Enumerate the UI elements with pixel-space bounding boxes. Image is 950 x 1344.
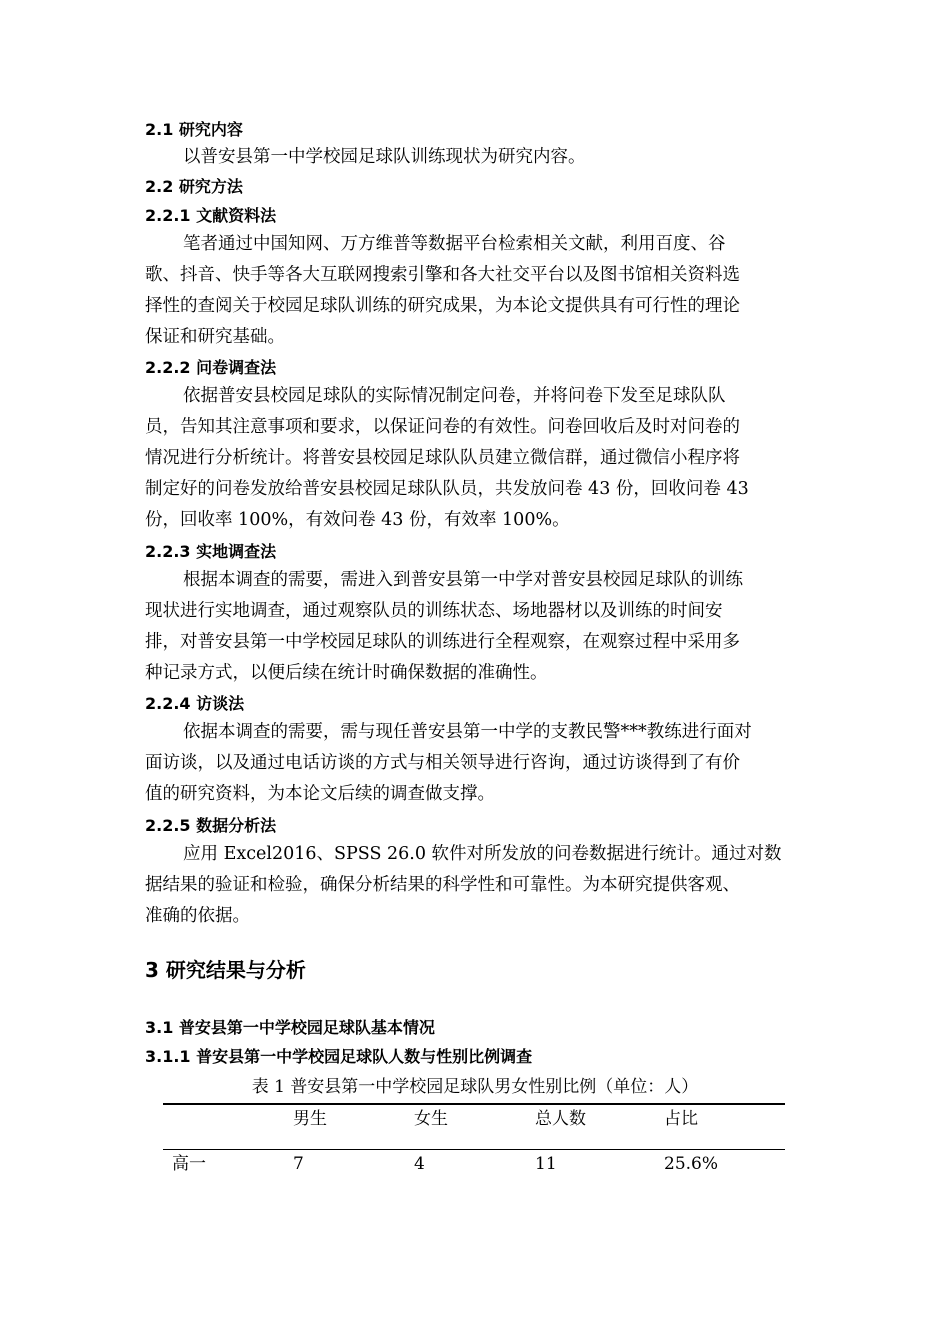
column-header-total: 总人数	[535, 1109, 586, 1129]
column-header-female: 女生	[414, 1109, 448, 1129]
table-caption: 表 1 普安县第一中学校园足球队男女性别比例（单位：人）	[251, 1077, 699, 1097]
row-label: 高一	[172, 1154, 206, 1174]
text-line: 应用 Excel2016、SPSS 26.0 软件对所发放的问卷数据进行统计。通过对数	[183, 844, 782, 864]
section-heading-2-2-3: 2.2.3 实地调查法	[145, 542, 277, 561]
text-line: 现状进行实地调查，通过观察队员的训练状态、场地器材以及训练的时间安	[145, 601, 723, 621]
text-line: 面访谈，以及通过电话访谈的方式与相关领导进行咨询，通过访谈得到了有价	[145, 753, 740, 773]
section-heading-2-2-5: 2.2.5 数据分析法	[145, 816, 277, 835]
section-heading-2-2-4: 2.2.4 访谈法	[145, 694, 245, 713]
table-top-rule	[163, 1103, 785, 1105]
paragraph-2-2-2	[145, 381, 805, 536]
text-line: 笔者通过中国知网、万方维普等数据平台检索相关文献，利用百度、谷	[183, 234, 726, 254]
text-line: 值的研究资料，为本论文后续的调查做支撑。	[145, 784, 495, 804]
text-line: 据结果的验证和检验，确保分析结果的科学性和可靠性。为本研究提供客观、	[145, 875, 740, 895]
table-header-rule	[163, 1149, 785, 1150]
column-header-male: 男生	[293, 1109, 327, 1129]
paragraph-2-2-1	[145, 229, 805, 353]
cell-female: 4	[414, 1154, 425, 1174]
text-line: 保证和研究基础。	[145, 327, 285, 347]
text-line: 依据普安县校园足球队的实际情况制定问卷，并将问卷下发至足球队队	[183, 386, 726, 406]
chapter-heading-3: 3 研究结果与分析	[145, 958, 306, 982]
paragraph-2-1	[145, 142, 805, 173]
section-heading-3-1-1: 3.1.1 普安县第一中学校园足球队人数与性别比例调查	[145, 1047, 533, 1066]
cell-ratio: 25.6%	[664, 1154, 719, 1174]
text-line: 歌、抖音、快手等各大互联网搜索引擎和各大社交平台以及图书馆相关资料选	[145, 265, 740, 285]
cell-male: 7	[293, 1154, 304, 1174]
section-heading-3-1: 3.1 普安县第一中学校园足球队基本情况	[145, 1018, 435, 1037]
text-line: 员，告知其注意事项和要求，以保证问卷的有效性。问卷回收后及时对问卷的	[145, 417, 740, 437]
section-heading-2-2: 2.2 研究方法	[145, 177, 243, 196]
text-line: 种记录方式，以便后续在统计时确保数据的准确性。	[145, 663, 548, 683]
cell-total: 11	[535, 1154, 557, 1174]
text-line: 排，对普安县第一中学校园足球队的训练进行全程观察，在观察过程中采用多	[145, 632, 740, 652]
text-line: 择性的查阅关于校园足球队训练的研究成果，为本论文提供具有可行性的理论	[145, 296, 740, 316]
paragraph-2-2-4	[145, 717, 805, 810]
text-line: 份，回收率 100%，有效问卷 43 份，有效率 100%。	[145, 510, 570, 530]
column-header-ratio: 占比	[664, 1109, 698, 1129]
text-line: 制定好的问卷发放给普安县校园足球队队员，共发放问卷 43 份，回收问卷 43	[145, 479, 749, 499]
text-line: 根据本调查的需要，需进入到普安县第一中学对普安县校园足球队的训练	[183, 570, 743, 590]
section-heading-2-2-2: 2.2.2 问卷调查法	[145, 358, 277, 377]
paragraph-2-2-5	[145, 839, 805, 932]
section-heading-2-2-1: 2.2.1 文献资料法	[145, 206, 277, 225]
text-line: 情况进行分析统计。将普安县校园足球队队员建立微信群，通过微信小程序将	[145, 448, 740, 468]
text-line: 以普安县第一中学校园足球队训练现状为研究内容。	[183, 147, 586, 167]
section-heading-2-1: 2.1 研究内容	[145, 120, 243, 139]
text-line: 依据本调查的需要，需与现任普安县第一中学的支教民警***教练进行面对	[183, 722, 752, 742]
text-line: 准确的依据。	[145, 906, 250, 926]
paragraph-2-2-3	[145, 565, 805, 689]
